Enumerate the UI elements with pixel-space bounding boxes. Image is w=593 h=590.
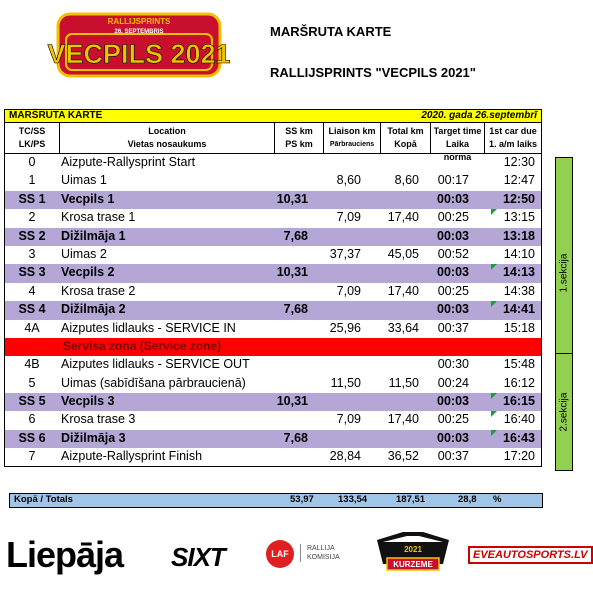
cell-tc: 7 <box>28 449 36 464</box>
cell-li: 7,09 <box>336 412 361 427</box>
cell-loc: Uimas 1 <box>61 173 107 188</box>
time-control-row <box>4 246 542 264</box>
cell-loc: Vecpils 1 <box>61 191 115 206</box>
time-control-row <box>4 320 542 338</box>
service-zone-label: Servisa zona (Service zone) <box>63 338 222 353</box>
table-date: 2020. gada 26.septembrī <box>421 110 537 121</box>
sponsor-bar <box>0 520 588 590</box>
cell-tc: SS 1 <box>18 191 46 206</box>
cell-ss: 10,31 <box>276 394 308 409</box>
special-stage-row <box>4 393 542 411</box>
cell-tot: 11,50 <box>388 375 419 390</box>
cell-li: 25,96 <box>329 320 361 335</box>
table-body <box>4 154 542 467</box>
cell-tt: 00:25 <box>437 412 469 427</box>
cell-tc: 0 <box>28 155 36 169</box>
header-total-km: Total km Kopā <box>381 123 431 153</box>
cell-tt: 00:03 <box>437 394 469 409</box>
cell-fc: 12:30 <box>503 155 535 169</box>
cell-loc: Vecpils 2 <box>61 265 115 280</box>
comment-marker-icon <box>491 411 497 417</box>
cell-fc: 14:10 <box>503 246 535 261</box>
header-liaison-km: Liaison km Pārbrauciens <box>324 123 381 153</box>
page-title: MARŠRUTA KARTE <box>270 24 392 39</box>
cell-li: 37,37 <box>329 246 361 261</box>
cell-fc: 16:12 <box>503 375 535 390</box>
header-target-time: Target time Laika norma <box>431 123 485 153</box>
cell-tc: 5 <box>28 375 36 390</box>
special-stage-row <box>4 430 542 448</box>
cell-tc: 3 <box>28 246 36 261</box>
cell-tt: 00:17 <box>437 173 469 188</box>
laf-logo: LAF <box>266 540 294 568</box>
cell-loc: Krosa trase 1 <box>61 210 136 225</box>
cell-tot: 36,52 <box>387 449 419 464</box>
cell-tt: 00:03 <box>437 228 469 243</box>
cell-tt: 00:30 <box>437 357 469 372</box>
cell-loc: Krosa trase 2 <box>61 283 136 298</box>
cell-tt: 00:24 <box>437 375 469 390</box>
logo-main-text: VECPILS 2021 <box>47 39 231 69</box>
cell-tot: 8,60 <box>394 173 419 188</box>
cell-tot: 17,40 <box>387 210 419 225</box>
eve-autosports-logo: EVEAUTOSPORTS.LV <box>468 546 593 564</box>
laf-commission-text: RALLIJA KOMISIJA <box>300 544 340 562</box>
cell-tot: 17,40 <box>387 412 419 427</box>
cell-tc: 1 <box>28 173 36 188</box>
cell-loc: Dižilmāja 2 <box>61 302 126 317</box>
cell-tc: SS 6 <box>18 430 46 445</box>
cell-loc: Aizpute-Rallysprint Finish <box>61 449 203 464</box>
cell-loc: Krosa trase 3 <box>61 412 136 427</box>
totals-label: Kopā / Totals <box>14 494 73 505</box>
table-title: MARŠRUTA KARTE <box>9 110 103 121</box>
service-zone-row <box>4 338 542 356</box>
totals-liaison: 133,54 <box>338 494 368 505</box>
cell-tc: SS 5 <box>18 394 46 409</box>
cell-tc: SS 3 <box>18 265 46 280</box>
cell-tc: SS 2 <box>18 228 46 243</box>
cell-fc: 16:40 <box>503 412 535 427</box>
totals-bar <box>9 493 543 508</box>
totals-ss: 53,97 <box>290 494 314 505</box>
event-title: RALLIJSPRINTS "VECPILS 2021" <box>270 65 476 80</box>
cell-tt: 00:52 <box>437 246 469 261</box>
cell-tc: 6 <box>28 412 36 427</box>
section-2-tab: 2.sekcija <box>555 353 573 471</box>
cell-tc: 4 <box>28 283 36 298</box>
cell-ss: 7,68 <box>283 430 308 445</box>
totals-percent: 28,8 <box>458 494 477 505</box>
cell-tt: 00:25 <box>437 283 469 298</box>
cell-loc: Vecpils 3 <box>61 394 115 409</box>
comment-marker-icon <box>491 430 497 436</box>
cell-loc: Dižilmāja 3 <box>61 430 126 445</box>
section-1-tab: 1.sekcija <box>555 157 573 389</box>
totals-total: 187,51 <box>396 494 426 505</box>
cell-tc: 4B <box>24 357 40 372</box>
cell-tot: 45,05 <box>387 246 419 261</box>
table-title-bar <box>4 109 542 123</box>
cell-loc: Aizputes lidlauks - SERVICE OUT <box>61 357 250 372</box>
cell-tt: 00:03 <box>437 302 469 317</box>
time-control-row <box>4 448 542 466</box>
time-control-row <box>4 172 542 190</box>
header-tc: TC/SS LK/PS <box>5 123 60 153</box>
special-stage-row <box>4 264 542 282</box>
cell-li: 7,09 <box>336 283 361 298</box>
cell-tot: 17,40 <box>387 283 419 298</box>
cell-fc: 15:48 <box>503 357 535 372</box>
cell-tc: SS 4 <box>18 302 46 317</box>
time-control-row <box>4 209 542 227</box>
cell-tc: 4A <box>24 320 40 335</box>
sixt-logo: SIXT <box>171 542 225 572</box>
time-control-row <box>4 154 542 172</box>
comment-marker-icon <box>491 393 497 399</box>
time-control-row <box>4 411 542 429</box>
cell-fc: 16:15 <box>503 394 535 409</box>
cell-li: 11,50 <box>330 375 361 390</box>
special-stage-row <box>4 301 542 319</box>
cell-fc: 14:41 <box>503 302 535 317</box>
special-stage-row <box>4 191 542 209</box>
cell-fc: 15:18 <box>503 320 535 335</box>
cell-tt: 00:03 <box>437 265 469 280</box>
cell-ss: 7,68 <box>283 228 308 243</box>
comment-marker-icon <box>491 264 497 270</box>
header-location: Location Vietas nosaukums <box>60 123 275 153</box>
cell-ss: 7,68 <box>283 302 308 317</box>
totals-percent-unit: % <box>493 494 502 505</box>
kurzeme-year: 2021 <box>404 545 422 554</box>
header-ss-km: SS km PS km <box>275 123 324 153</box>
time-control-row <box>4 356 542 374</box>
cell-tc: 2 <box>28 210 36 225</box>
cell-li: 7,09 <box>336 210 361 225</box>
special-stage-row <box>4 228 542 246</box>
kurzeme-rally-logo <box>373 530 453 578</box>
cell-tot: 33,64 <box>387 320 419 335</box>
cell-fc: 13:15 <box>503 210 535 225</box>
cell-ss: 10,31 <box>276 191 308 206</box>
comment-marker-icon <box>491 209 497 215</box>
cell-tt: 00:03 <box>437 430 469 445</box>
cell-tt: 00:03 <box>437 191 469 206</box>
cell-loc: Aizputes lidlauks - SERVICE IN <box>61 320 236 335</box>
cell-tt: 00:37 <box>437 320 469 335</box>
cell-fc: 16:43 <box>503 430 535 445</box>
cell-fc: 12:50 <box>503 191 535 206</box>
cell-fc: 14:13 <box>503 265 535 280</box>
cell-loc: Uimas (sabīdīšana pārbraucienā) <box>61 375 246 390</box>
cell-li: 8,60 <box>336 173 361 188</box>
logo-date-text: 26. SEPTEMBRIS <box>114 29 164 35</box>
vecpils-2021-logo <box>47 12 231 78</box>
time-control-row <box>4 283 542 301</box>
cell-tt: 00:25 <box>437 210 469 225</box>
comment-marker-icon <box>491 301 497 307</box>
liepaja-logo: Liepāja <box>6 534 124 575</box>
cell-loc: Aizpute-Rallysprint Start <box>61 155 196 169</box>
route-table <box>4 109 542 467</box>
time-control-row <box>4 375 542 393</box>
cell-ss: 10,31 <box>276 265 308 280</box>
cell-fc: 13:18 <box>503 228 535 243</box>
cell-loc: Uimas 2 <box>61 246 107 261</box>
kurzeme-name: KURZEME <box>393 560 433 569</box>
header-first-car: 1st car due 1. a/m laiks <box>488 126 538 149</box>
cell-fc: 17:20 <box>503 449 535 464</box>
cell-loc: Dižilmāja 1 <box>61 228 126 243</box>
cell-tt: 00:37 <box>437 449 469 464</box>
cell-li: 28,84 <box>329 449 361 464</box>
logo-top-text: RALLIJSPRINTS <box>107 17 171 26</box>
cell-fc: 14:38 <box>503 283 535 298</box>
cell-fc: 12:47 <box>503 173 535 188</box>
